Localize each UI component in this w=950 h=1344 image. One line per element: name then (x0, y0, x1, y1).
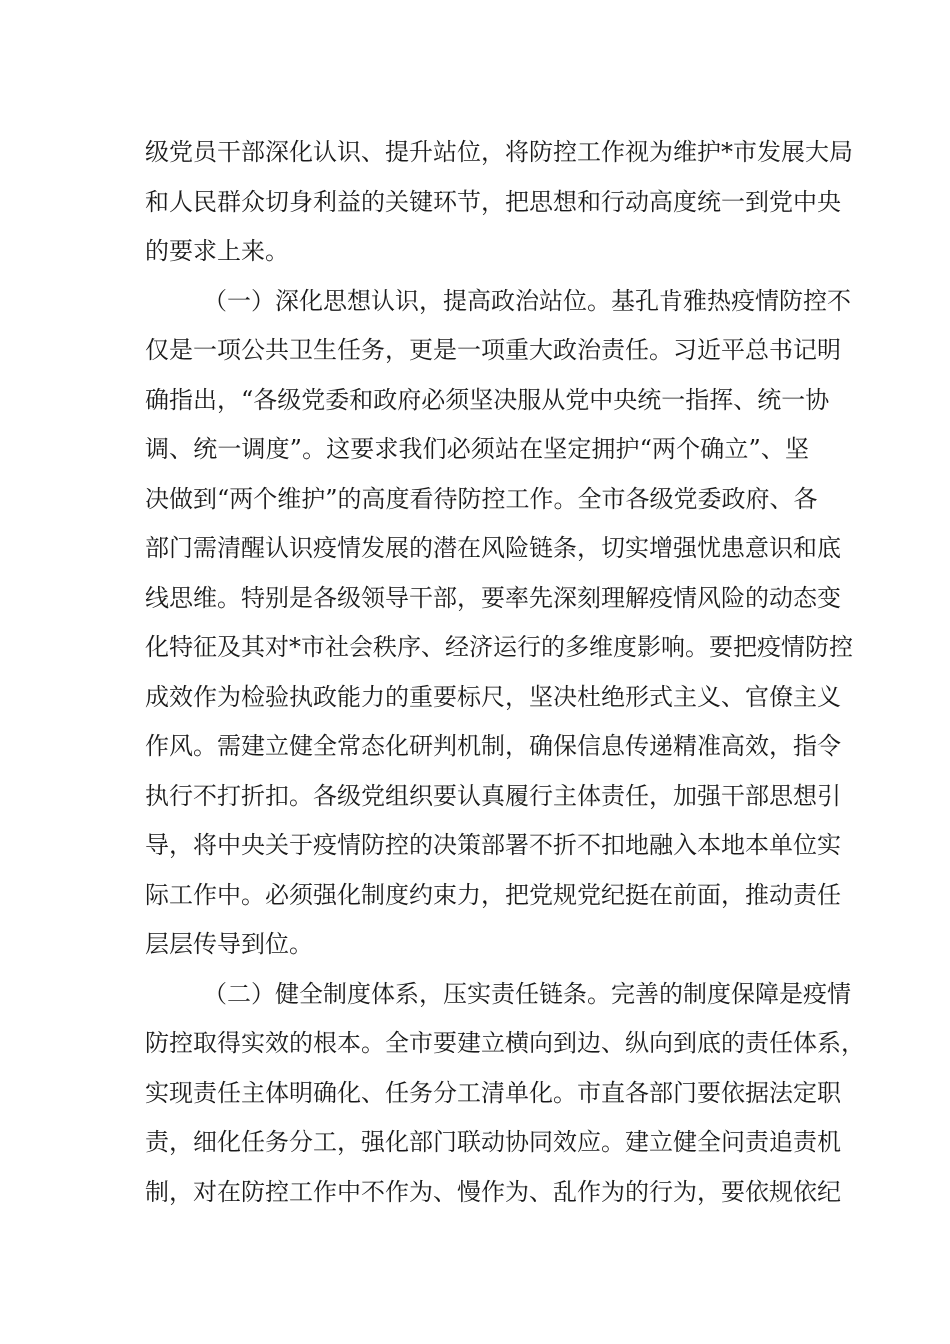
text-line: 际工作中。必须强化制度约束力，把党规党纪挺在前面，推动责任 (145, 880, 841, 909)
text-line: 执行不打折扣。各级党组织要认真履行主体责任，加强干部思想引 (145, 781, 841, 810)
text-line: 成效作为检验执政能力的重要标尺，坚决杜绝形式主义、官僚主义 (145, 682, 841, 711)
text-line: 作风。需建立健全常态化研判机制，确保信息传递精准高效，指令 (145, 732, 841, 760)
text-line: 级党员干部深化认识、提升站位，将防控工作视为维护*市发展大局 (145, 138, 853, 166)
text-line: 的要求上来。 (145, 237, 289, 265)
text-line: 和人民群众切身利益的关键环节，把思想和行动高度统一到党中央 (145, 187, 841, 216)
text-line: 导，将中央关于疫情防控的决策部署不折不扣地融入本地本单位实 (145, 831, 841, 859)
text-line: 化特征及其对*市社会秩序、经济运行的多维度影响。要把疫情防控 (145, 633, 853, 661)
section-heading-line: （一）深化思想认识，提高政治站位。基孔肯雅热疫情防控不 (203, 286, 851, 315)
text-line: 确指出，“各级党委和政府必须坚决服从党中央统一指挥、统一协 (145, 385, 830, 414)
text-line: 防控取得实效的根本。全市要建立横向到边、纵向到底的责任体系， (145, 1029, 865, 1057)
text-line: 层层传导到位。 (145, 930, 313, 958)
text-line: 部门需清醒认识疫情发展的潜在风险链条，切实增强忧患意识和底 (145, 534, 841, 562)
text-line: 决做到“两个维护”的高度看待防控工作。全市各级党委政府、各 (145, 484, 818, 513)
text-line: 仅是一项公共卫生任务，更是一项重大政治责任。习近平总书记明 (145, 336, 841, 364)
document-body (145, 128, 865, 1217)
text-line: 制，对在防控工作中不作为、慢作为、乱作为的行为，要依规依纪 (145, 1177, 841, 1206)
text-line: 责，细化任务分工，强化部门联动协同效应。建立健全问责追责机 (145, 1128, 841, 1156)
text-line: 实现责任主体明确化、任务分工清单化。市直各部门要依据法定职 (145, 1078, 841, 1107)
text-line: 调、统一调度”。这要求我们必须站在坚定拥护“两个确立”、坚 (145, 435, 809, 463)
text-line: 线思维。特别是各级领导干部，要率先深刻理解疫情风险的动态变 (145, 583, 841, 612)
section-heading-line: （二）健全制度体系，压实责任链条。完善的制度保障是疫情 (203, 979, 851, 1008)
